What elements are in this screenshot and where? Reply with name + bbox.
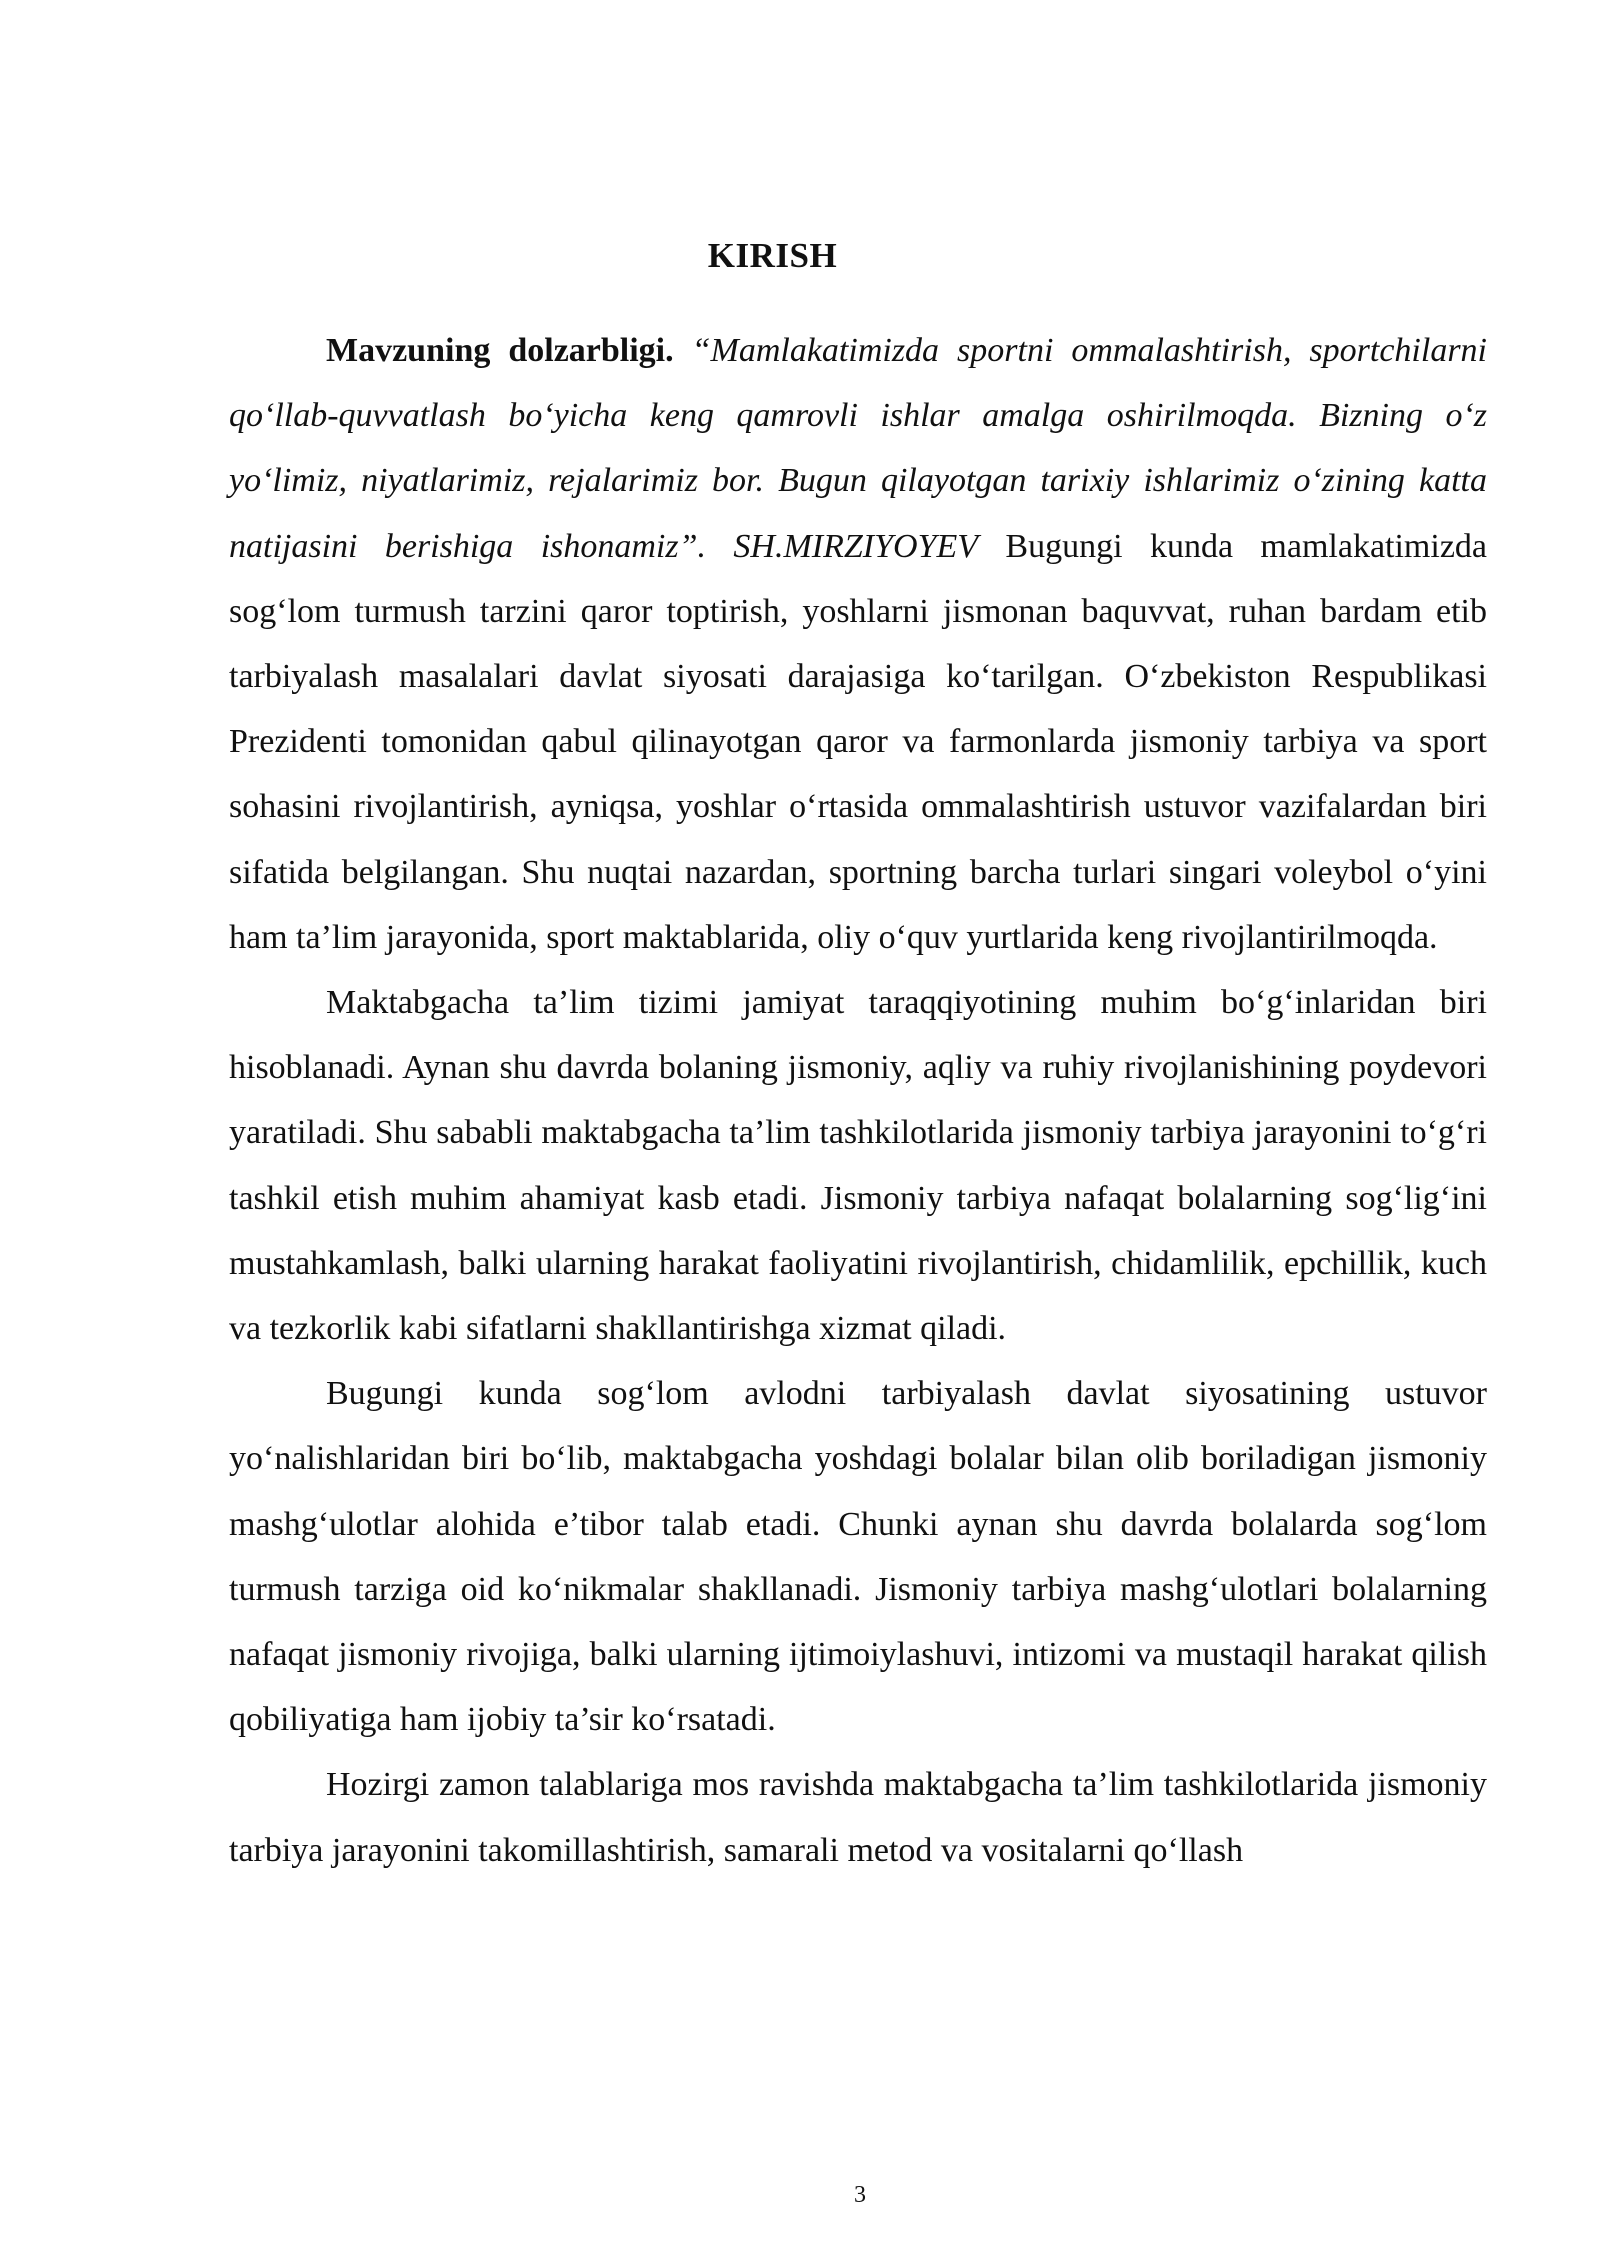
paragraph-relevance — [229, 318, 1487, 970]
paragraph-modern-requirements: Hozirgi zamon talablariga mos ravishda maktabgacha ta’lim tashkilotlarida jismoniy tarbiya jarayonini takomillashtirish, samarali metod va vositalarni qo‘llash — [229, 1766, 1487, 1869]
paragraph-healthy-generation: Bugungi kunda sog‘lom avlodni tarbiyalash davlat siyosatining ustuvor yo‘nalishlaridan biri bo‘lib, maktabgacha yoshdagi bolalar bilan olib boriladigan jismoniy mashg‘ulotlar alohida e’tibor talab etadi. Chunki aynan shu davrda bolalarda sog‘lom turmush tarziga oid ko‘nikmalar shakllanadi. Jismoniy tarbiya mashg‘ulotlari bolalarning nafaqat jismoniy rivojiga, balki ularning ijtimoiylashuvi, intizomi va mustaqil harakat qilish qobiliyatiga ham ijobiy ta’sir ko‘rsatadi. — [229, 1375, 1487, 1739]
epigraph-quote: “Mamlakatimizda sportni ommalashtirish, sportchilarni qo‘llab-quvvatlash bo‘yicha keng qamrovli ishlar amalga oshirilmoqda. Bizning o‘z yo‘limiz, niyatlarimiz, rejalarimiz bor. Bugun qilayotgan tarixiy ishlarimiz o‘zining katta natijasini berishiga ishonamiz”. SH.MIRZIYOYEV — [229, 332, 1488, 565]
paragraph-lead: Mavzuning dolzarbligi. — [326, 332, 674, 369]
paragraph-text: Bugungi kunda mamlakatimizda sog‘lom turmush tarzini qaror toptirish, yoshlarni jismonan baquvvat, ruhan bardam etib tarbiyalash masalalari davlat siyosati darajasiga ko‘tarilgan. O‘zbekiston Respublikasi Prezidenti tomonidan qabul qilinayotgan qaror va farmonlarda jismoniy tarbiya va sport sohasini rivojlantirish, ayniqsa, yoshlar o‘rtasida ommalashtirish ustuvor vazifalardan biri sifatida belgilangan. Shu nuqtai nazardan, sportning barcha turlari singari voleybol o‘yini ham ta’lim jarayonida, sport maktablarida, oliy o‘quv yurtlarida keng rivojlantirilmoqda. — [229, 527, 1488, 956]
body-text — [229, 318, 1487, 1883]
section-heading: KIRISH — [707, 236, 838, 275]
paragraph-preschool-education: Maktabgacha ta’lim tizimi jamiyat taraqqiyotining muhim bo‘g‘inlaridan biri hisoblanadi. Aynan shu davrda bolaning jismoniy, aqliy va ruhiy rivojlanishining poydevori yaratiladi. Shu sababli maktabgacha ta’lim tashkilotlarida jismoniy tarbiya jarayonini to‘g‘ri tashkil etish muhim ahamiyat kasb etadi. Jismoniy tarbiya nafaqat bolalarning sog‘lig‘ini mustahkamlash, balki ularning harakat faoliyatini rivojlantirish, chidamlilik, epchillik, kuch va tezkorlik kabi sifatlarni shakllantirishga xizmat qiladi. — [229, 984, 1487, 1348]
page-number: 3 — [854, 2182, 866, 2208]
